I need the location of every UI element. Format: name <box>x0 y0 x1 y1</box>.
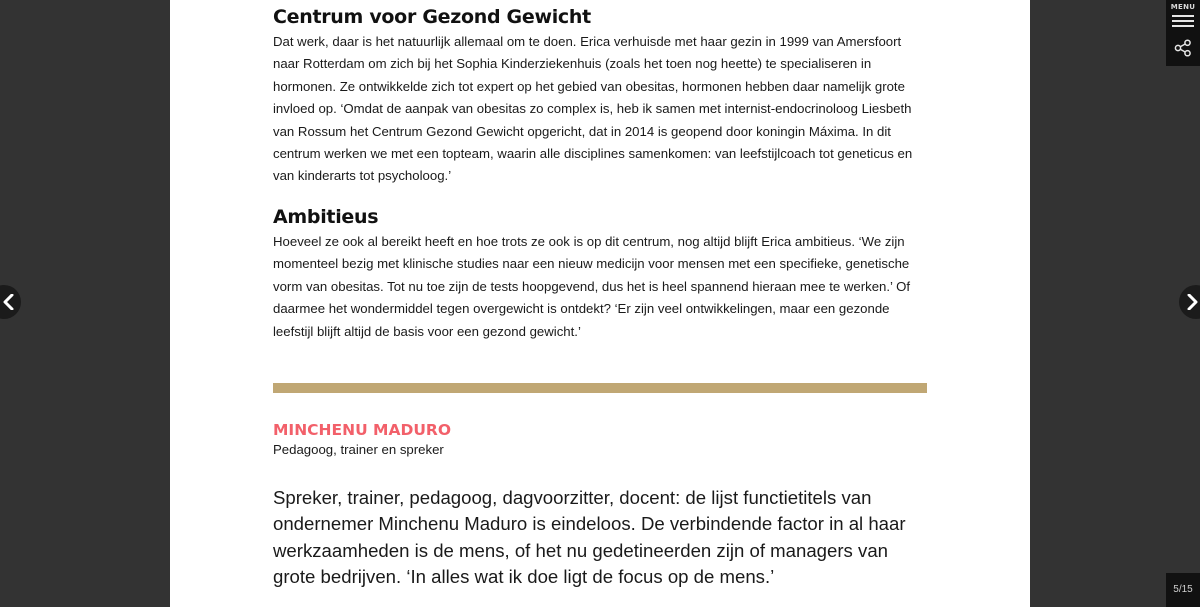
hamburger-icon[interactable] <box>1172 15 1194 27</box>
paragraph-line: hormonen. Ze ontwikkelde zich tot expert op het gebied van obesitas, hormonen hebben daar namelijk grote <box>273 78 905 94</box>
share-icon[interactable] <box>1174 39 1192 57</box>
profile-lead <box>273 485 933 591</box>
page-counter: 5/15 <box>1166 573 1200 607</box>
profile-role: Pedagoog, trainer en spreker <box>273 442 444 457</box>
lead-line: Spreker, trainer, pedagoog, dagvoorzitter, docent: de lijst functietitels van <box>273 487 872 508</box>
menu-panel <box>1166 0 1200 66</box>
section-paragraph-centrum <box>273 31 933 188</box>
paragraph-line: Hoeveel ze ook al bereikt heeft en hoe trots ze ook is op dit centrum, nog altijd blijft Erica ambitieus. ‘We zijn <box>273 234 905 249</box>
paragraph-line: van Rossum het Centrum Gezond Gewicht opgericht, dat in 2014 is geopend door koningin Máxima. In dit <box>273 123 891 139</box>
paragraph-line: daarmee het wondermiddel tegen overgewicht is ontdekt? ‘Er zijn veel ontwikkelingen, maar een gezonde <box>273 301 890 317</box>
lead-line: grote bedrijven. ‘In alles wat ik doe ligt de focus op de mens.’ <box>273 566 775 588</box>
paragraph-line: momenteel bezig met klinische studies naar een nieuw medicijn voor mensen met een specifieke, genetische <box>273 256 910 272</box>
next-page-button[interactable] <box>1179 285 1200 319</box>
lead-line: ondernemer Minchenu Maduro is eindeloos. De verbindende factor in al haar <box>273 513 906 535</box>
paragraph-line: van kinderarts tot psycholoog.’ <box>273 168 452 184</box>
profile-name: MINCHENU MADURO <box>273 421 452 439</box>
previous-page-button[interactable] <box>0 285 21 319</box>
paragraph-line: centrum werken we met een topteam, waarin alle disciplines samenkomen: van leefstijlcoach tot geneticus en <box>273 146 913 162</box>
chevron-right-icon <box>1184 294 1200 310</box>
chevron-left-icon <box>1 294 17 310</box>
paragraph-line: invloed op. ‘Omdat de aanpak van obesitas zo complex is, heb ik samen met internist-endocrinoloog Liesbeth <box>273 101 912 117</box>
section-heading-ambitieus: Ambitieus <box>273 206 379 228</box>
paragraph-line: vorm van obesitas. Tot nu toe zijn de tests hoopgevend, dus het is heel spannend hieraan mee te werken.’ Of <box>273 278 911 294</box>
paragraph-line: leefstijl blijft altijd de basis voor een gezond gewicht.’ <box>273 323 581 339</box>
section-paragraph-ambitieus <box>273 231 933 343</box>
lead-line: werkzaamheden is de mens, of het nu gedetineerden zijn of managers van <box>273 539 889 561</box>
section-heading-centrum: Centrum voor Gezond Gewicht <box>273 6 591 28</box>
paragraph-line: naar Rotterdam om zich bij het Sophia Kinderziekenhuis (zoals het toen nog heette) te specialiseren in <box>273 56 872 72</box>
magazine-page <box>170 0 1030 607</box>
menu-label: MENU <box>1170 3 1196 11</box>
section-divider <box>273 383 927 393</box>
paragraph-line: Dat werk, daar is het natuurlijk allemaal om te doen. Erica verhuisde met haar gezin in 1999 van Amersfoort <box>273 34 902 49</box>
